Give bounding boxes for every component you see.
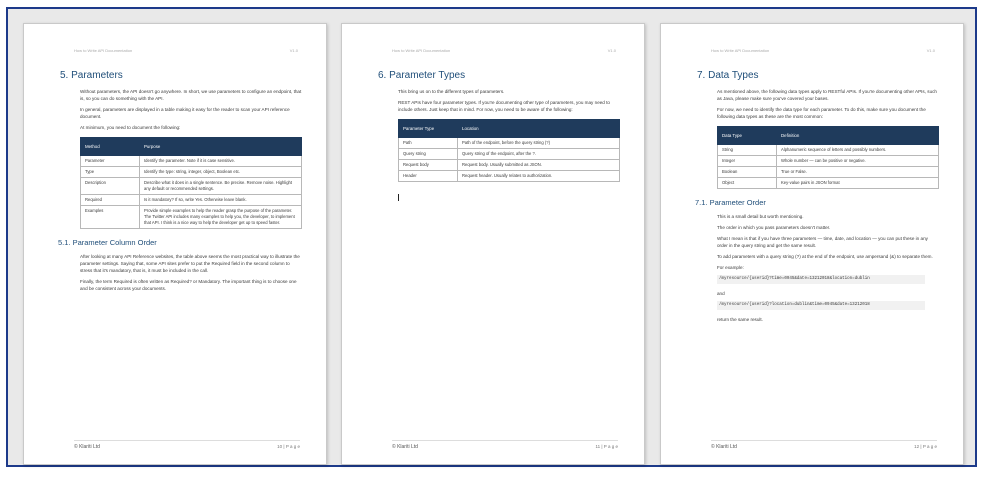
- table-cell: Header: [399, 171, 458, 182]
- page-12: [660, 23, 964, 465]
- code-example: /myresource/{userid}?location=dublin&time=0945&date=13212018: [717, 301, 925, 310]
- table-cell: Type: [81, 167, 140, 178]
- header-title: How to Write API Documentation: [711, 48, 770, 53]
- table-row: [399, 138, 620, 149]
- paragraph: For now, we need to identify the data type for each parameter. To do this, make sure you document the following data types as these are the most common:: [717, 107, 926, 119]
- table-cell: Boolean: [718, 167, 777, 178]
- table-row: [399, 160, 620, 171]
- paragraph: In general, parameters are displayed in a table making it easy for the reader to scan your API reference document.: [80, 107, 290, 119]
- table-row: [718, 145, 939, 156]
- code-example: /myresource/{userid}?time=0945&date=13212018&location=dublin: [717, 275, 925, 284]
- page-number: 11 | P a g e: [595, 444, 618, 449]
- table-row: [718, 167, 939, 178]
- table-cell: Required: [81, 195, 140, 206]
- paragraph: The order in which you pass parameters doesn't matter.: [717, 225, 831, 230]
- table-row: [718, 156, 939, 167]
- footer-copyright: © Klariti Ltd: [392, 444, 418, 450]
- table-cell: Request header. Usually relates to authorization.: [458, 171, 620, 182]
- column-header: Parameter Type: [399, 120, 458, 138]
- paragraph: Finally, the term Required is often written as Required? or Mandatory. The important thing is to choose one and be consistent across your documents.: [80, 279, 297, 291]
- header-version: V1.0: [926, 48, 935, 53]
- table-cell: True or False.: [777, 167, 939, 178]
- paragraph: This is a small detail but worth mentioning.: [717, 214, 804, 219]
- table-row: [81, 167, 302, 178]
- page-11: [341, 23, 645, 465]
- table-row: [81, 195, 302, 206]
- table-cell: Request body: [399, 160, 458, 171]
- table-row: [81, 206, 302, 229]
- table-cell: Path: [399, 138, 458, 149]
- table-row: [399, 149, 620, 160]
- page-footer: [74, 440, 300, 450]
- header-version: V1.0: [289, 48, 298, 53]
- footer-copyright: © Klariti Ltd: [74, 444, 100, 450]
- table-cell: Whole number — can be positive or negative.: [777, 156, 939, 167]
- section-title: 5. Parameters: [60, 70, 123, 81]
- table-cell: Is it mandatory? If so, write Yes. Otherwise leave blank.: [140, 195, 302, 206]
- table-row: [81, 156, 302, 167]
- page-number: 12 | P a g e: [914, 444, 937, 449]
- table-cell: Describe what it does in a single sentence. Be precise. Remove noise. Highlight any default or recommended settings.: [140, 178, 302, 195]
- column-header: Method: [81, 138, 140, 156]
- parameter-types-table: [398, 119, 620, 182]
- page-header: [711, 48, 935, 53]
- subsection-title: 5.1. Parameter Column Order: [58, 238, 157, 247]
- column-header: Definition: [777, 127, 939, 145]
- table-cell: Integer: [718, 156, 777, 167]
- page-header: [74, 48, 298, 53]
- table-row: [718, 178, 939, 189]
- paragraph: As mentioned above, the following data types apply to RESTful APIs. If you're documenting other APIs, such as Java, please make sure you've covered your bases.: [717, 89, 937, 101]
- page-footer: [392, 440, 618, 450]
- table-cell: Alphanumeric sequence of letters and possibly numbers.: [777, 145, 939, 156]
- footer-copyright: © Klariti Ltd: [711, 444, 737, 450]
- page-number: 10 | P a g e: [277, 444, 300, 449]
- header-title: How to Write API Documentation: [74, 48, 133, 53]
- table-cell: Description: [81, 178, 140, 195]
- section-title: 6. Parameter Types: [378, 70, 466, 81]
- data-types-table: [717, 126, 939, 189]
- table-header-row: [81, 138, 302, 156]
- table-cell: Object: [718, 178, 777, 189]
- paragraph: return the same result.: [717, 317, 763, 322]
- paragraph: REST APIs have four parameter types. If you're documenting other type of parameters, you may need to include others. Just keep that in mind. For now, you need to be aware of the following:: [398, 100, 610, 112]
- parameters-table: [80, 137, 302, 229]
- header-title: How to Write API Documentation: [392, 48, 451, 53]
- text-cursor[interactable]: [398, 194, 399, 201]
- table-row: [81, 178, 302, 195]
- table-cell: String: [718, 145, 777, 156]
- table-header-row: [399, 120, 620, 138]
- paragraph: After looking at many API Reference websites, the table above seems the most practical way to illustrate the parameter settings. Saying that, some API sites prefer to put the Required field in the second column to stress that it's mandatory, that is, it must be included in the call.: [80, 254, 300, 273]
- page-10: [23, 23, 327, 465]
- paragraph: and: [717, 291, 725, 296]
- table-cell: Parameter: [81, 156, 140, 167]
- paragraph: Without parameters, the API doesn't go anywhere. In short, we use parameters to configure an endpoint, that is, so you can do something with the API.: [80, 89, 302, 101]
- paragraph: This bring us on to the different types of parameters.: [398, 89, 505, 94]
- table-row: [399, 171, 620, 182]
- table-cell: Key-value pairs in JSON format: [777, 178, 939, 189]
- table-header-row: [718, 127, 939, 145]
- column-header: Purpose: [140, 138, 302, 156]
- header-version: V1.0: [607, 48, 616, 53]
- column-header: Location: [458, 120, 620, 138]
- table-cell: Query string: [399, 149, 458, 160]
- page-header: [392, 48, 616, 53]
- section-title: 7. Data Types: [697, 70, 759, 81]
- document-viewer: [6, 7, 977, 467]
- paragraph: For example:: [717, 265, 744, 270]
- table-cell: Provide simple examples to help the reader grasp the purpose of the parameter. The Twitter API includes many examples to help you, the developer, to implement that API. I think is a nice way to help the developer get up to speed faster.: [140, 206, 302, 229]
- column-header: Data Type: [718, 127, 777, 145]
- table-cell: Query string of the endpoint, after the ?.: [458, 149, 620, 160]
- table-cell: Identify the type: string, integer, object, Boolean etc.: [140, 167, 302, 178]
- page-footer: [711, 440, 937, 450]
- paragraph: At minimum, you need to document the following:: [80, 125, 181, 130]
- subsection-title: 7.1. Parameter Order: [695, 198, 766, 207]
- table-cell: Path of the endpoint, before the query string (?): [458, 138, 620, 149]
- table-cell: Request body. Usually submitted as JSON.: [458, 160, 620, 171]
- table-cell: Examples: [81, 206, 140, 229]
- paragraph: What I mean is that if you have three parameters — time, date, and location — you can put these in any order in the query string and get the same result.: [717, 236, 928, 248]
- paragraph: To add parameters with a query string (?) at the end of the endpoint, use ampersand (&) to separate them.: [717, 254, 933, 259]
- table-cell: Identify the parameter. Note if it is case sensitive.: [140, 156, 302, 167]
